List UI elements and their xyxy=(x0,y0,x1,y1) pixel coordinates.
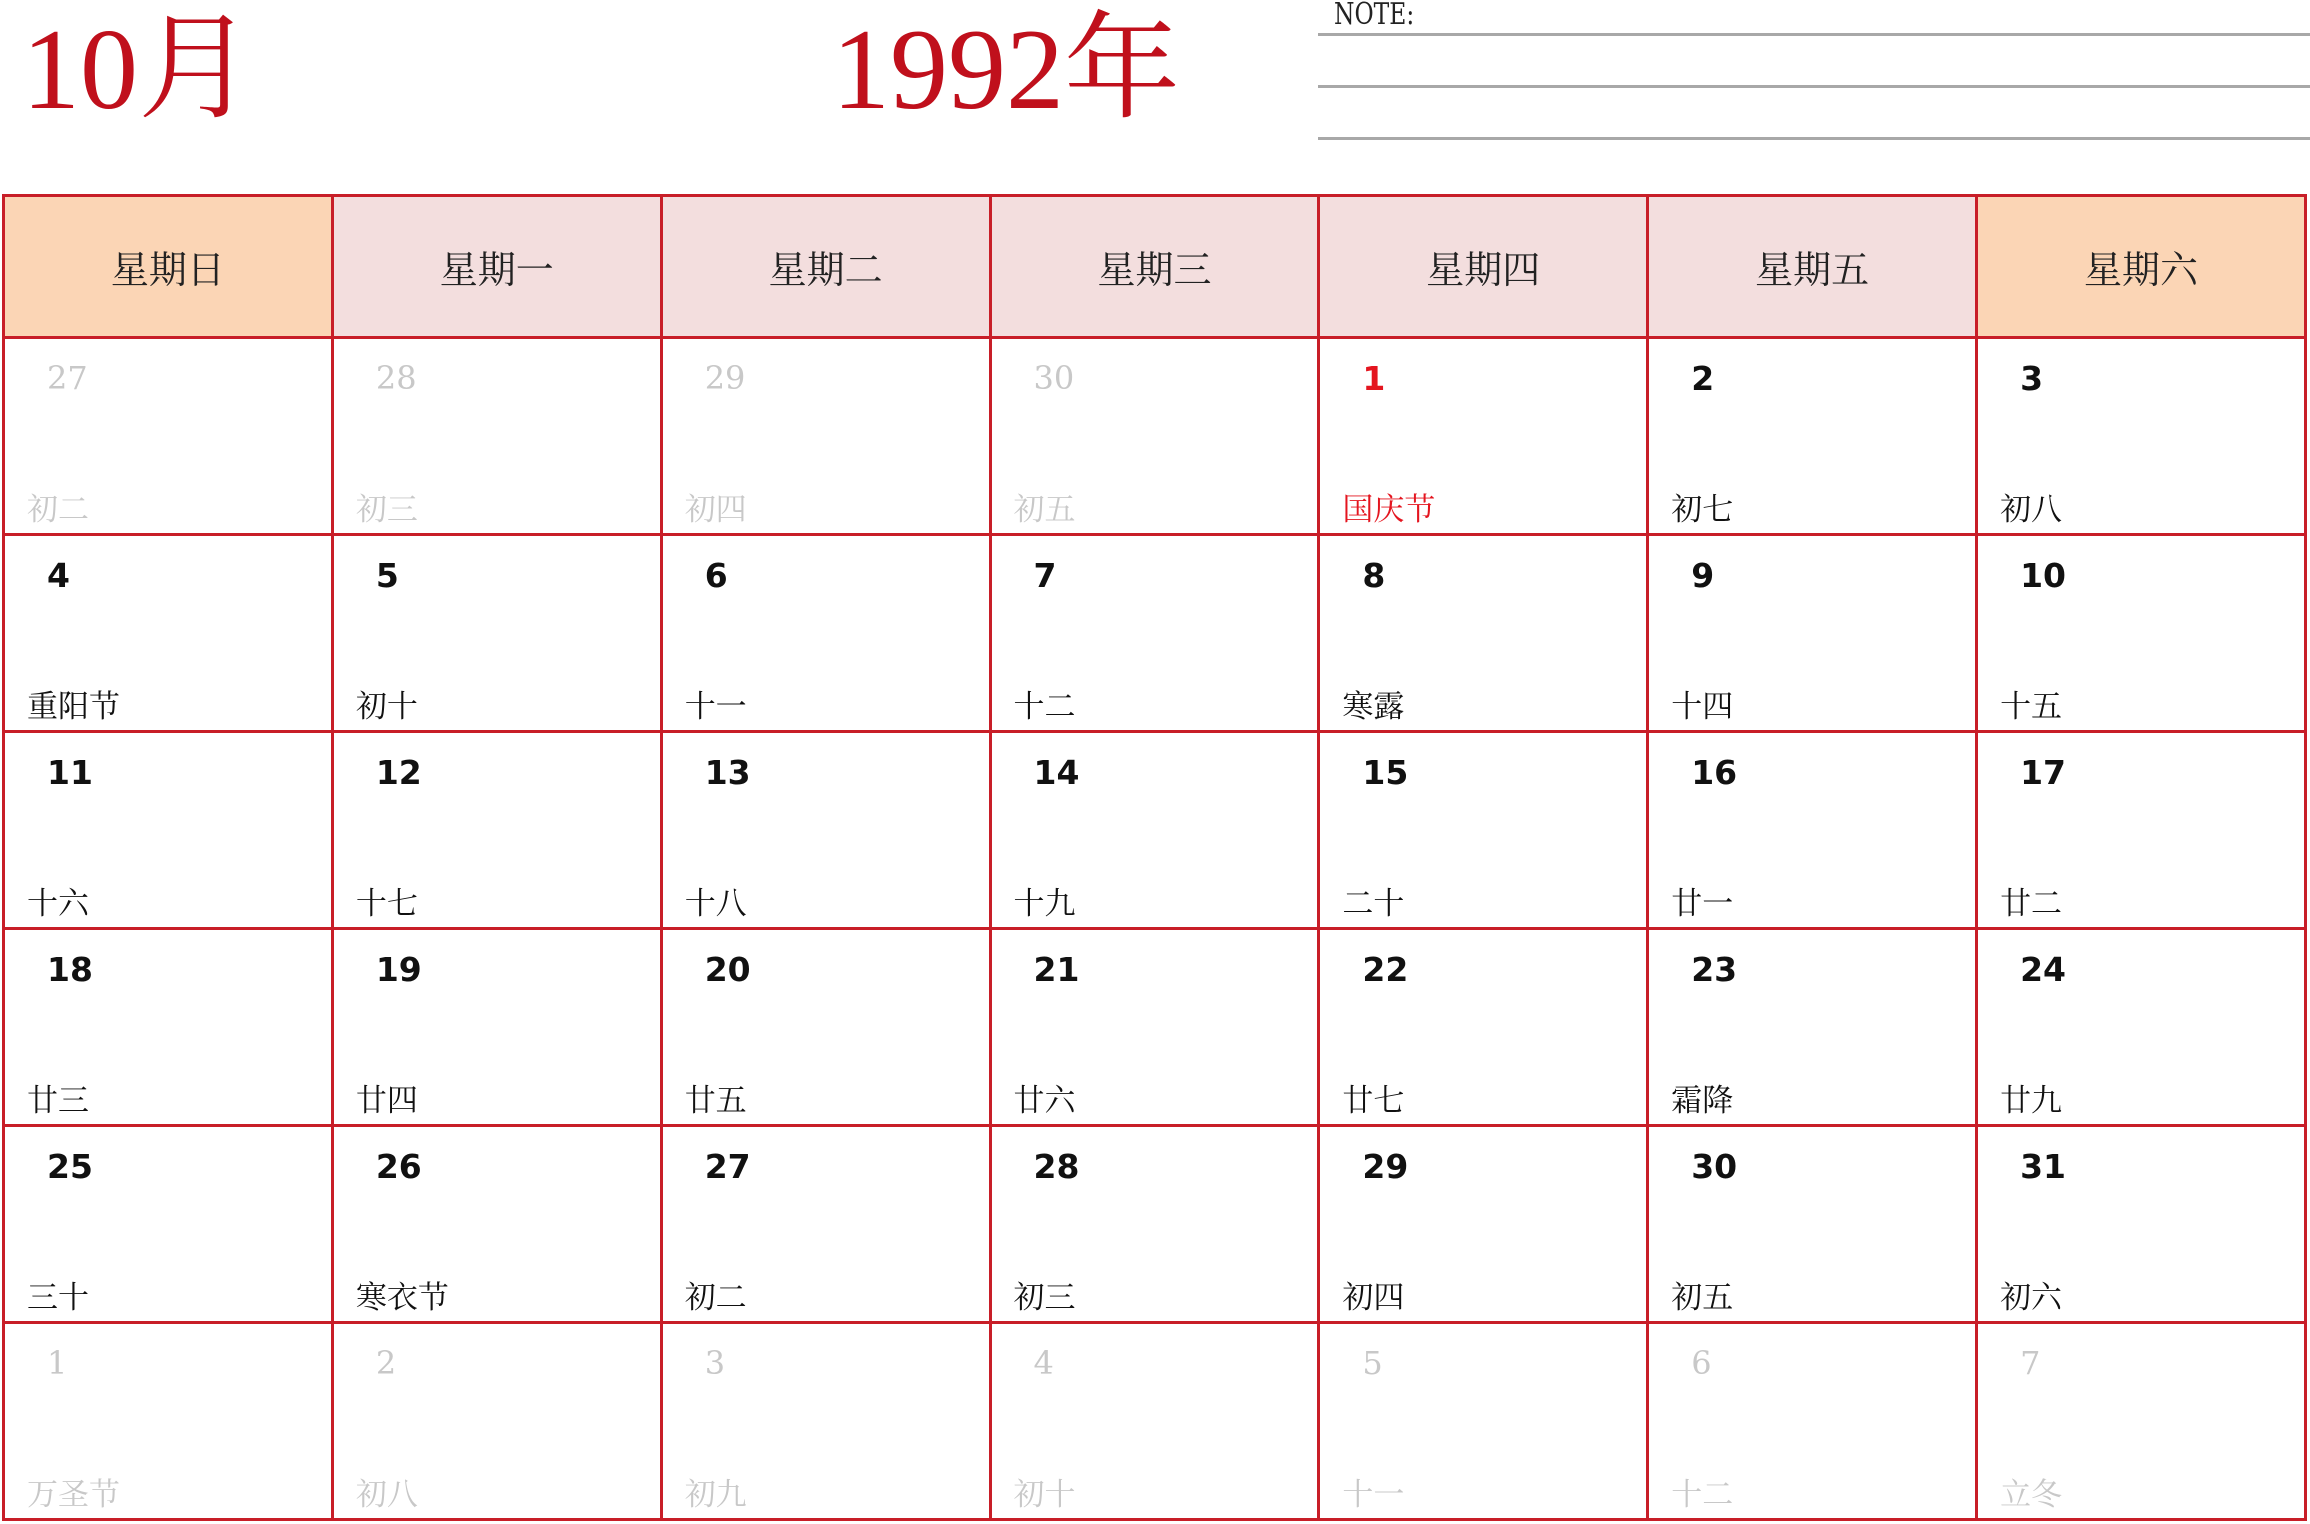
lunar-label: 十二 xyxy=(1013,689,1076,725)
day-number: 25 xyxy=(47,1147,93,1186)
day-number: 28 xyxy=(375,359,417,397)
weekday-header-monday: 星期一 xyxy=(332,196,661,338)
day-number: 2 xyxy=(375,1344,397,1382)
lunar-label: 十九 xyxy=(1013,886,1076,922)
day-number: 20 xyxy=(704,950,751,989)
day-cell[interactable] xyxy=(1319,732,1648,929)
day-number: 17 xyxy=(2020,753,2066,792)
day-cell[interactable] xyxy=(1977,732,2306,929)
note-line xyxy=(1318,85,2310,88)
day-number: 30 xyxy=(1691,1147,1738,1186)
lunar-label: 立冬 xyxy=(2000,1477,2063,1513)
day-cell[interactable] xyxy=(1319,1126,1648,1323)
week-row xyxy=(4,929,2306,1126)
day-cell[interactable] xyxy=(990,535,1319,732)
note-area xyxy=(1318,0,2310,142)
day-number: 31 xyxy=(2020,1147,2066,1186)
day-cell[interactable] xyxy=(661,338,990,535)
day-cell[interactable] xyxy=(1648,929,1977,1126)
calendar-grid xyxy=(2,194,2307,1521)
lunar-label: 初十 xyxy=(1013,1477,1076,1513)
day-number: 27 xyxy=(47,359,88,397)
lunar-label: 初三 xyxy=(355,492,418,528)
day-number: 7 xyxy=(2020,1344,2041,1382)
day-cell[interactable] xyxy=(661,1126,990,1323)
day-cell[interactable] xyxy=(1319,1323,1648,1520)
day-number: 23 xyxy=(1691,950,1738,989)
day-cell[interactable] xyxy=(1648,1126,1977,1323)
lunar-label: 霜降 xyxy=(1671,1083,1734,1119)
lunar-label: 初二 xyxy=(684,1280,747,1316)
day-cell[interactable] xyxy=(661,1323,990,1520)
weekday-header-thursday: 星期四 xyxy=(1319,196,1648,338)
day-number: 3 xyxy=(2020,359,2044,398)
day-number: 13 xyxy=(704,753,751,792)
day-number: 29 xyxy=(704,359,746,397)
day-number: 2 xyxy=(1691,359,1715,398)
day-cell[interactable] xyxy=(990,1323,1319,1520)
year-title: 1992年 xyxy=(832,6,1180,134)
day-cell[interactable] xyxy=(1319,338,1648,535)
lunar-label: 三十 xyxy=(27,1280,89,1316)
day-number: 6 xyxy=(704,556,728,595)
weekday-header-row xyxy=(4,196,2306,338)
note-line xyxy=(1318,137,2310,140)
day-cell[interactable] xyxy=(990,732,1319,929)
day-number: 19 xyxy=(375,950,422,989)
lunar-label: 初二 xyxy=(27,492,89,528)
day-cell[interactable] xyxy=(1977,338,2306,535)
day-number: 5 xyxy=(1362,1344,1383,1382)
lunar-label: 廿二 xyxy=(2000,886,2063,922)
day-cell[interactable] xyxy=(1319,535,1648,732)
day-cell[interactable] xyxy=(1319,929,1648,1126)
day-number: 3 xyxy=(704,1344,726,1382)
day-number: 18 xyxy=(47,950,93,989)
lunar-label: 廿一 xyxy=(1671,886,1734,922)
day-number: 24 xyxy=(2020,950,2066,989)
day-number: 15 xyxy=(1362,753,1409,792)
weekday-header-sunday: 星期日 xyxy=(4,196,333,338)
week-row xyxy=(4,1323,2306,1520)
day-cell[interactable] xyxy=(1648,535,1977,732)
lunar-label: 十一 xyxy=(684,689,747,725)
lunar-label: 廿七 xyxy=(1342,1083,1405,1119)
lunar-label: 初四 xyxy=(1342,1280,1405,1316)
day-number: 29 xyxy=(1362,1147,1409,1186)
day-cell[interactable] xyxy=(1977,1323,2306,1520)
lunar-label: 十四 xyxy=(1671,689,1734,725)
day-number: 26 xyxy=(375,1147,422,1186)
day-number: 7 xyxy=(1033,556,1057,595)
day-cell[interactable] xyxy=(1648,732,1977,929)
lunar-label: 初四 xyxy=(684,492,747,528)
lunar-label: 十八 xyxy=(684,886,747,922)
day-cell[interactable] xyxy=(990,929,1319,1126)
week-row xyxy=(4,338,2306,535)
lunar-label: 廿六 xyxy=(1013,1083,1076,1119)
day-number: 21 xyxy=(1033,950,1080,989)
lunar-label: 寒衣节 xyxy=(355,1280,449,1316)
lunar-label: 十一 xyxy=(1342,1477,1405,1513)
lunar-label: 初六 xyxy=(2000,1280,2063,1316)
day-cell[interactable] xyxy=(1977,929,2306,1126)
day-cell[interactable] xyxy=(4,535,333,732)
week-row xyxy=(4,535,2306,732)
lunar-label: 初七 xyxy=(1671,492,1734,528)
day-number: 9 xyxy=(1691,556,1715,595)
lunar-label: 初三 xyxy=(1013,1280,1076,1316)
lunar-label: 廿四 xyxy=(355,1083,418,1119)
day-number: 1 xyxy=(1362,359,1386,398)
day-cell[interactable] xyxy=(661,732,990,929)
lunar-label: 廿九 xyxy=(2000,1083,2063,1119)
lunar-label: 初十 xyxy=(355,689,418,725)
lunar-label: 万圣节 xyxy=(27,1477,120,1513)
day-number: 28 xyxy=(1033,1147,1080,1186)
lunar-label: 初八 xyxy=(2000,492,2063,528)
day-number: 6 xyxy=(1691,1344,1712,1382)
weekday-header-wednesday: 星期三 xyxy=(990,196,1319,338)
day-cell[interactable] xyxy=(332,1126,661,1323)
day-cell[interactable] xyxy=(1977,1126,2306,1323)
calendar-body xyxy=(4,338,2306,1520)
day-cell[interactable] xyxy=(4,338,333,535)
weekday-header-saturday: 星期六 xyxy=(1977,196,2306,338)
day-number: 22 xyxy=(1362,950,1409,989)
lunar-label: 初五 xyxy=(1013,492,1076,528)
lunar-label: 廿五 xyxy=(684,1083,747,1119)
day-cell[interactable] xyxy=(4,732,333,929)
lunar-label: 廿三 xyxy=(27,1083,89,1119)
lunar-label: 寒露 xyxy=(1342,689,1405,725)
lunar-label: 十六 xyxy=(27,886,89,922)
weekday-header-tuesday: 星期二 xyxy=(661,196,990,338)
note-line xyxy=(1318,33,2310,36)
day-number: 4 xyxy=(47,556,70,595)
week-row xyxy=(4,732,2306,929)
day-number: 4 xyxy=(1033,1344,1054,1382)
lunar-label: 十五 xyxy=(2000,689,2063,725)
week-row xyxy=(4,1126,2306,1323)
day-cell[interactable] xyxy=(332,1323,661,1520)
day-cell[interactable] xyxy=(1977,535,2306,732)
lunar-label: 初九 xyxy=(684,1477,747,1513)
day-cell[interactable] xyxy=(332,535,661,732)
day-number: 14 xyxy=(1033,753,1080,792)
day-number: 30 xyxy=(1033,359,1075,397)
day-cell[interactable] xyxy=(661,929,990,1126)
note-label: NOTE: xyxy=(1334,0,1415,32)
day-cell[interactable] xyxy=(990,1126,1319,1323)
lunar-label: 二十 xyxy=(1342,886,1405,922)
day-number: 5 xyxy=(375,556,399,595)
day-cell[interactable] xyxy=(990,338,1319,535)
weekday-header-friday: 星期五 xyxy=(1648,196,1977,338)
day-number: 27 xyxy=(704,1147,751,1186)
lunar-label: 重阳节 xyxy=(27,689,120,725)
lunar-label: 初八 xyxy=(355,1477,418,1513)
day-cell[interactable] xyxy=(661,535,990,732)
day-number: 10 xyxy=(2020,556,2066,595)
day-number: 16 xyxy=(1691,753,1738,792)
month-title: 10月 xyxy=(22,6,254,134)
day-cell[interactable] xyxy=(332,338,661,535)
day-cell[interactable] xyxy=(4,1126,333,1323)
lunar-label: 十七 xyxy=(355,886,418,922)
lunar-label: 初五 xyxy=(1671,1280,1734,1316)
day-cell[interactable] xyxy=(332,732,661,929)
day-cell[interactable] xyxy=(332,929,661,1126)
day-number: 1 xyxy=(47,1344,68,1382)
day-cell[interactable] xyxy=(1648,1323,1977,1520)
day-cell[interactable] xyxy=(4,929,333,1126)
day-cell[interactable] xyxy=(1648,338,1977,535)
lunar-label: 国庆节 xyxy=(1342,492,1436,528)
day-cell[interactable] xyxy=(4,1323,333,1520)
lunar-label: 十二 xyxy=(1671,1477,1734,1513)
day-number: 12 xyxy=(375,753,422,792)
day-number: 8 xyxy=(1362,556,1386,595)
day-number: 11 xyxy=(47,753,93,792)
